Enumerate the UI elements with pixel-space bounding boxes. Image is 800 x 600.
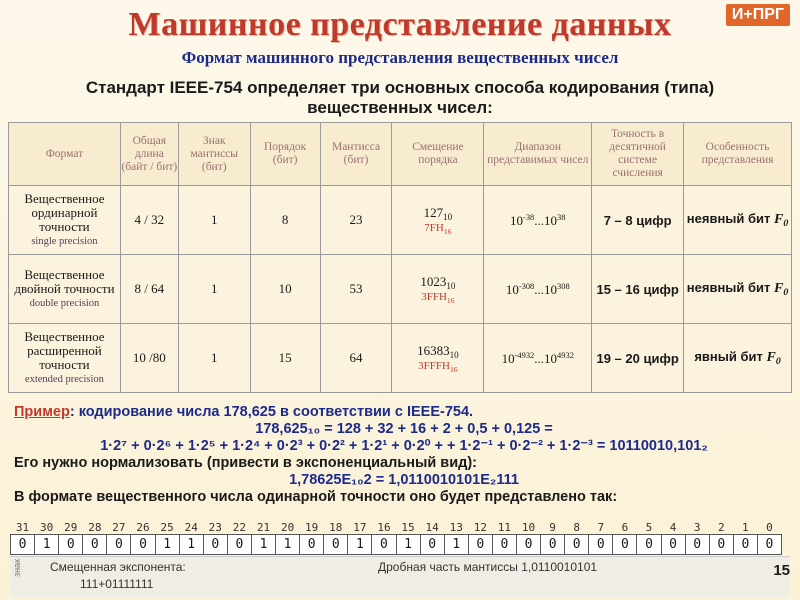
bit-index: 30 (40, 520, 54, 534)
sign-cell: 1 (178, 255, 250, 324)
bit-value: 0 (203, 535, 227, 555)
bit-value: 0 (541, 535, 565, 555)
bit-index: 24 (184, 520, 198, 534)
bit-index: 6 (621, 520, 629, 534)
bit-index: 28 (88, 520, 102, 534)
bit-index: 5 (645, 520, 653, 534)
feature-cell: неявный бит $F_0$ (684, 255, 792, 324)
header-cell: Общая длина (байт / бит) (120, 123, 178, 186)
bit-index: 16 (377, 520, 391, 534)
bit-value: 1 (348, 535, 372, 555)
format-name-english: single precision (31, 235, 98, 247)
bias-decimal: $1023_{10}$ (420, 273, 456, 291)
table-row (9, 324, 792, 393)
example-line-5: 1,78625E₁₀2 = 1,0110010101E₂111 (289, 472, 519, 488)
bit-value: 0 (709, 535, 733, 555)
table-header-row (9, 123, 792, 186)
sign-label: знак (12, 559, 22, 578)
bit-value: 0 (685, 535, 709, 555)
table-row (9, 255, 792, 324)
table-row (9, 186, 792, 255)
bit-value: 0 (11, 535, 35, 555)
exponent-cell: 15 (250, 324, 320, 393)
mantissa-cell: 64 (320, 324, 392, 393)
format-name: Вещественное расширенной точности (24, 328, 105, 372)
bit-index: 26 (136, 520, 150, 534)
sign-cell: 1 (178, 324, 250, 393)
bit-index: 4 (669, 520, 677, 534)
format-name: Вещественное ординарной точности (24, 190, 105, 234)
format-name-english: extended precision (24, 373, 104, 385)
example-line-6: В формате вещественного числа одинарной точности оно будет представлено так: (14, 489, 618, 505)
logo-badge: И+ПРГ (726, 4, 790, 26)
bit-value: 1 (155, 535, 179, 555)
bit-index: 7 (597, 520, 605, 534)
bias-decimal: $16383_{10}$ (417, 342, 459, 360)
bit-index: 22 (232, 520, 247, 534)
bit-index: 19 (305, 520, 319, 534)
example-block (14, 404, 794, 506)
feature-cell: неявный бит $F_0$ (684, 186, 792, 255)
bit-value: 0 (420, 535, 444, 555)
bit-index: 12 (473, 520, 487, 534)
bias-hex: $3FFFH_{16}$ (418, 359, 458, 374)
bit-value: 0 (107, 535, 131, 555)
bit-value: 0 (613, 535, 637, 555)
bit-index: 15 (401, 520, 415, 534)
format-name-cell (9, 255, 121, 324)
range-cell: $10^{-308}...10^{308}$ (484, 255, 592, 324)
bit-value: 0 (300, 535, 324, 555)
header-cell: Мантисса (бит) (320, 123, 392, 186)
bit-value: 0 (372, 535, 396, 555)
bit-index: 17 (353, 520, 367, 534)
bit-value: 1 (444, 535, 468, 555)
bit-index: 9 (549, 520, 556, 534)
bit-value: 0 (565, 535, 589, 555)
header-cell: Порядок (бит) (250, 123, 320, 186)
header-cell: Особенность представления (684, 123, 792, 186)
biased-exponent-value: 111+01111111 (80, 577, 154, 591)
format-name: Вещественное двойной точности (14, 266, 115, 296)
bias-hex: $3FFH_{16}$ (421, 290, 455, 305)
header-cell: Смещение порядка (392, 123, 484, 186)
bit-value: 0 (324, 535, 348, 555)
biased-exponent-label: Смещенная экспонента: (50, 560, 186, 574)
header-cell: Диапазон представимых чисел (484, 123, 592, 186)
mantissa-cell: 23 (320, 186, 392, 255)
bit-value: 1 (179, 535, 203, 555)
bit-index: 8 (573, 520, 581, 534)
bit-index: 1 (742, 520, 749, 534)
bit-index: 29 (64, 520, 78, 534)
header-cell: Точность в десятичной системе счисления (592, 123, 684, 186)
bit-index: 21 (256, 520, 271, 534)
range-cell: $10^{-4932}...10^{4932}$ (484, 324, 592, 393)
bit-value: 1 (35, 535, 59, 555)
bit-value: 0 (757, 535, 781, 555)
bit-legend (10, 556, 790, 597)
bias-decimal: $127_{10}$ (423, 204, 453, 222)
bit-index: 23 (208, 520, 222, 534)
range-cell: $10^{-38}...10^{38}$ (484, 186, 592, 255)
bit-index: 25 (160, 520, 174, 534)
bit-index-row (11, 520, 782, 535)
bit-index: 3 (693, 520, 701, 534)
bit-index: 11 (497, 520, 512, 534)
header-cell: Формат (9, 123, 121, 186)
example-line-2: 178,625₁₀ = 128 + 32 + 16 + 2 + 0,5 + 0,125 = (255, 421, 553, 437)
bias-cell (392, 324, 484, 393)
precision-cell: 15 – 16 цифр (592, 255, 684, 324)
example-label: Пример (14, 404, 70, 420)
header-cell: Знак мантиссы (бит) (178, 123, 250, 186)
bit-value: 1 (251, 535, 275, 555)
page-title: Машинное представление данных (128, 6, 672, 43)
formats-table (8, 122, 792, 393)
length-cell: 4 / 32 (120, 186, 178, 255)
bit-index: 20 (280, 520, 295, 534)
bit-index: 18 (329, 520, 343, 534)
example-line-3: 1·2⁷ + 0·2⁶ + 1·2⁵ + 1·2⁴ + 0·2³ + 0·2² + 1·2¹ + 0·2⁰ + + 1·2⁻¹ + 0·2⁻² + 1·2⁻³ = 10110010,101₂ (100, 438, 708, 454)
bit-index: 0 (766, 520, 773, 534)
example-line-4: Его нужно нормализовать (привести в экспоненциальный вид): (14, 455, 477, 471)
example-line-1 (14, 404, 794, 421)
bit-value: 1 (396, 535, 420, 555)
intro-text (0, 78, 800, 118)
precision-cell: 19 – 20 цифр (592, 324, 684, 393)
bit-value-row (11, 535, 782, 555)
bit-index: 2 (717, 520, 725, 534)
bias-cell (392, 186, 484, 255)
bit-index: 27 (112, 520, 126, 534)
bit-index: 31 (15, 520, 30, 534)
bias-hex: $7FH_{16}$ (424, 221, 452, 236)
sign-cell: 1 (178, 186, 250, 255)
bit-value: 0 (661, 535, 685, 555)
format-name-cell (9, 186, 121, 255)
intro-line-1: Стандарт IEEE-754 определяет три основных способа кодирования (типа) (85, 78, 715, 97)
bit-index: 14 (425, 520, 439, 534)
bit-value: 0 (131, 535, 155, 555)
bit-value: 0 (516, 535, 540, 555)
bit-value: 0 (468, 535, 492, 555)
bit-index: 10 (521, 520, 536, 534)
feature-cell: явный бит $F_0$ (684, 324, 792, 393)
exponent-cell: 10 (250, 255, 320, 324)
page-subtitle: Формат машинного представления вещественных чисел (181, 48, 619, 67)
precision-cell: 7 – 8 цифр (592, 186, 684, 255)
format-name-cell (9, 324, 121, 393)
bit-value: 0 (637, 535, 661, 555)
mantissa-label: Дробная часть мантиссы 1,0110010101 (378, 560, 598, 574)
bit-value: 0 (83, 535, 107, 555)
bias-cell (392, 255, 484, 324)
page-number: 15 (773, 562, 790, 579)
length-cell: 10 /80 (120, 324, 178, 393)
mantissa-cell: 53 (320, 255, 392, 324)
bit-value: 1 (276, 535, 300, 555)
bit-index: 13 (449, 520, 463, 534)
bit-layout (10, 520, 782, 555)
intro-line-2: вещественных чисел: (307, 98, 493, 117)
example-line-1-text: : кодирование числа 178,625 в соответствии с IEEE-754. (69, 404, 474, 420)
bit-value: 0 (227, 535, 251, 555)
bit-value: 0 (492, 535, 516, 555)
bit-value: 0 (589, 535, 613, 555)
exponent-cell: 8 (250, 186, 320, 255)
length-cell: 8 / 64 (120, 255, 178, 324)
bit-value: 0 (59, 535, 83, 555)
bit-value: 0 (733, 535, 757, 555)
format-name-english: double precision (29, 297, 100, 309)
